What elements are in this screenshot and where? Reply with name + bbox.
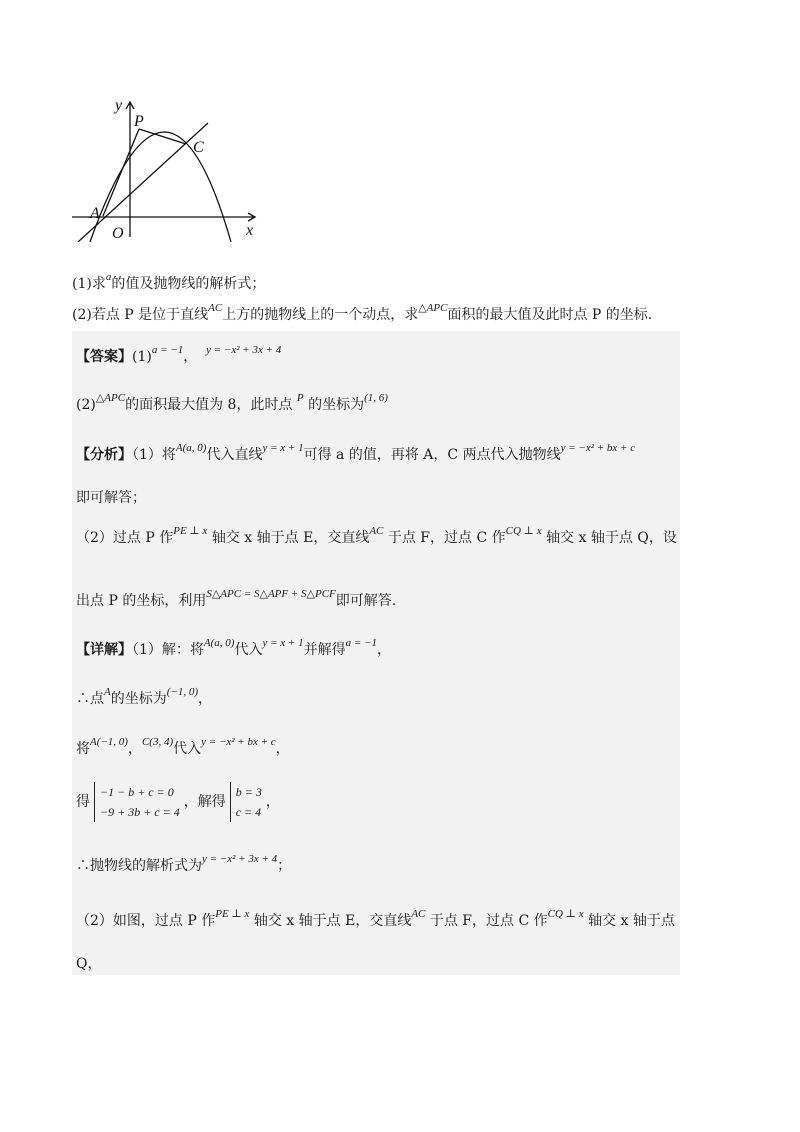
detail-line-4: 得−1 − b + c = 0 −9 + 3b + c = 4，解得b = 3 c = 4， (76, 782, 280, 822)
analysis-line-1: 【分析】（1）将$^{A(a, 0)}$代入直线$^{y = x + 1}$可得 a 的值，再将 A，C 两点代入抛物线$^{y = -x^2 + bx + c}$ (76, 442, 636, 463)
line-ac (78, 123, 208, 242)
detail-line-3: 将$^{A(-1, 0)}$，$^{C(3, 4)}$代入$^{y = -x^2 + bx + c}$， (76, 736, 290, 757)
question-1: (1)求$^a$的值及抛物线的解析式； (72, 271, 266, 292)
analysis-label: 【分析】 (76, 447, 132, 463)
analysis-line-4: 出点 P 的坐标，利用$^{S\triangle APC = S\triangle APF + S\triangle PCF}$即可解答. (76, 588, 397, 609)
label-x: x (246, 222, 254, 239)
detail-label: 【详解】 (76, 642, 132, 658)
label-p: P (134, 113, 144, 130)
detail-line-1: 【详解】（1）解：将$^{A(a, 0)}$代入$^{y = x + 1}$并解得$^{a = -1}$， (76, 637, 391, 658)
label-c: C (193, 139, 204, 156)
detail-line-2: ∴点$^A$的坐标为$^{(-1, 0)}$， (76, 686, 212, 707)
question-2: (2)若点 P 是位于直线$^{AC}$上方的抛物线上的一个动点，求$^{\triangle APC}$面积的最大值及此时点 P 的坐标. (72, 302, 653, 323)
analysis-line-2: 即可解答； (76, 490, 146, 506)
answer-line-2: $(2)^{\triangle APC}$的面积最大值为 8，此时点 $^P$ 的坐标为$^{(1, 6)}$ (76, 392, 388, 413)
detail-line-6: （2）如图，过点 P 作$^{PE \perp x}$ 轴交 x 轴于点 E，交直线$^{AC}$ 于点 F，过点 C 作$^{CQ \perp x}$ 轴交 x 轴于点 (76, 908, 675, 929)
detail-line-5: ∴抛物线的解析式为$^{y = -x^2 + 3x + 4}$； (76, 853, 292, 874)
coordinate-graph (68, 92, 268, 242)
label-o: O (112, 225, 124, 242)
equation-system: −1 − b + c = 0 −9 + 3b + c = 4 (94, 782, 180, 822)
answer-line-1: 【答案】$(1)^{a = -1}$， $^{y = -x^2 + 3x + 4}$ (76, 344, 282, 365)
detail-line-7: Q， (76, 956, 102, 972)
analysis-line-3: （2）过点 P 作$^{PE \perp x}$ 轴交 x 轴于点 E，交直线$^{AC}$ 于点 F，过点 C 作$^{CQ \perp x}$ 轴交 x 轴于点 Q，设 (76, 525, 677, 546)
parabola-figure (68, 92, 268, 242)
answer-label: 【答案】 (76, 349, 132, 365)
solution-system: b = 3 c = 4 (230, 782, 262, 822)
label-a: A (90, 205, 100, 222)
label-y: y (115, 97, 123, 114)
